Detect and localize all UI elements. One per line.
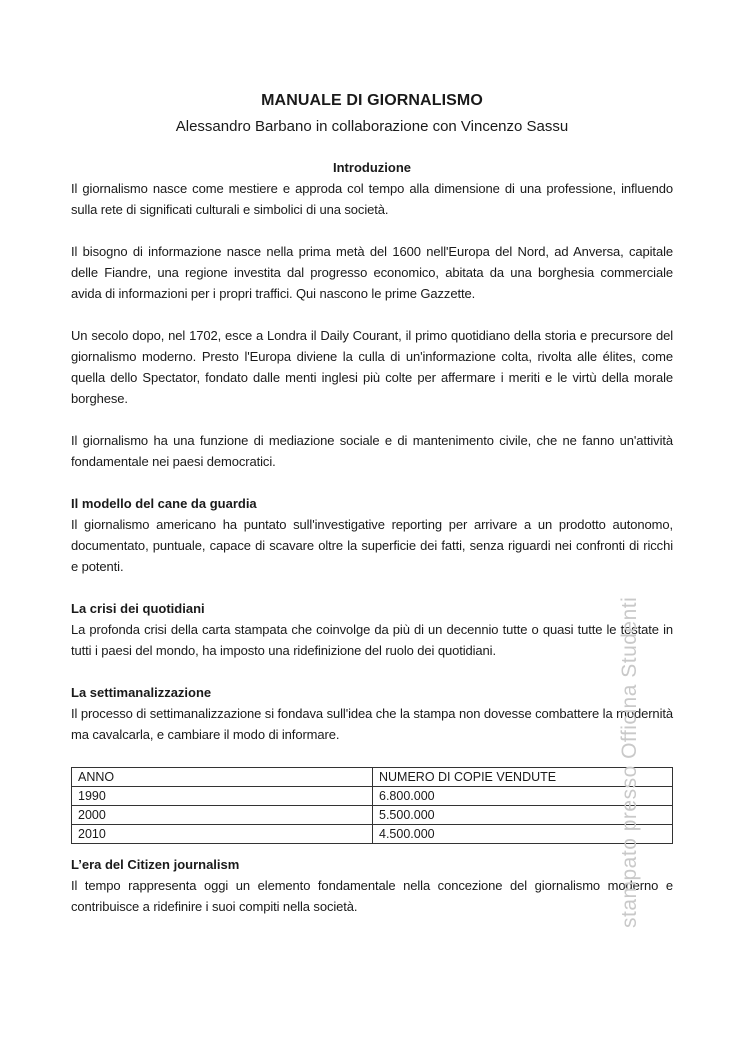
section-heading-watchdog: Il modello del cane da guardia	[71, 496, 257, 511]
table-header-row	[72, 768, 673, 787]
document-page	[71, 88, 673, 917]
table-cell-year: 2000	[72, 806, 373, 825]
table-cell-copies: 6.800.000	[373, 787, 673, 806]
section-text-citizen: Il tempo rappresenta oggi un elemento fondamentale nella concezione del giornalismo moderno e contribuisce a ridefinire i suoi compiti nella società.	[71, 878, 673, 914]
table-header-copies: NUMERO DI COPIE VENDUTE	[373, 768, 673, 787]
copies-sold-table	[71, 767, 673, 844]
section-text-crisis: La profonda crisi della carta stampata che coinvolge da più di un decennio tutte o quasi tutte le testate in tutti i paesi del mondo, ha imposto una ridefinizione del ruolo dei quotidiani.	[71, 622, 673, 658]
intro-paragraph: Il bisogno di informazione nasce nella prima metà del 1600 nell'Europa del Nord, ad Anversa, capitale delle Fiandre, una regione investita dal progresso economico, abitata da una borghesia commerciale avida di informazioni per i propri traffici. Qui nascono le prime Gazzette.	[71, 244, 673, 301]
intro-heading: Introduzione	[333, 160, 411, 175]
intro-paragraph: Il giornalismo ha una funzione di mediazione sociale e di mantenimento civile, che ne fanno un'attività fondamentale nei paesi democratici.	[71, 433, 673, 469]
table-header-year: ANNO	[72, 768, 373, 787]
intro-paragraph: Il giornalismo nasce come mestiere e approda col tempo alla dimensione di una professione, influendo sulla rete di significati culturali e simbolici di una società.	[71, 181, 673, 217]
section-heading-weekly: La settimanalizzazione	[71, 685, 212, 700]
section-heading-crisis: La crisi dei quotidiani	[71, 601, 205, 616]
document-subtitle: Alessandro Barbano in collaborazione con Vincenzo Sassu	[175, 118, 569, 135]
table-cell-copies: 4.500.000	[373, 825, 673, 844]
table-cell-copies: 5.500.000	[373, 806, 673, 825]
section-text-watchdog: Il giornalismo americano ha puntato sull'investigative reporting per arrivare a un prodotto autonomo, documentato, puntuale, capace di scavare oltre la superficie dei fatti, senza riguardi nei confronti di ricchi e potenti.	[71, 517, 673, 574]
table-row	[72, 825, 673, 844]
table-cell-year: 2010	[72, 825, 373, 844]
table-row	[72, 806, 673, 825]
section-text-weekly: Il processo di settimanalizzazione si fondava sull'idea che la stampa non dovesse combattere la modernità ma cavalcarla, e cambiare il modo di informare.	[71, 706, 673, 742]
intro-paragraph: Un secolo dopo, nel 1702, esce a Londra il Daily Courant, il primo quotidiano della storia e precursore del giornalismo moderno. Presto l'Europa diviene la culla di un'informazione colta, rivolta alle élites, come quella dello Spectator, fondato dalle menti inglesi più colte per affermare i meriti e le virtù della morale borghese.	[71, 328, 673, 406]
print-watermark: stampato presso Officina Studenti	[618, 596, 641, 928]
table-cell-year: 1990	[72, 787, 373, 806]
document-title: MANUALE DI GIORNALISMO	[261, 92, 483, 109]
table-row	[72, 787, 673, 806]
section-heading-citizen: L’era del Citizen journalism	[71, 857, 240, 872]
